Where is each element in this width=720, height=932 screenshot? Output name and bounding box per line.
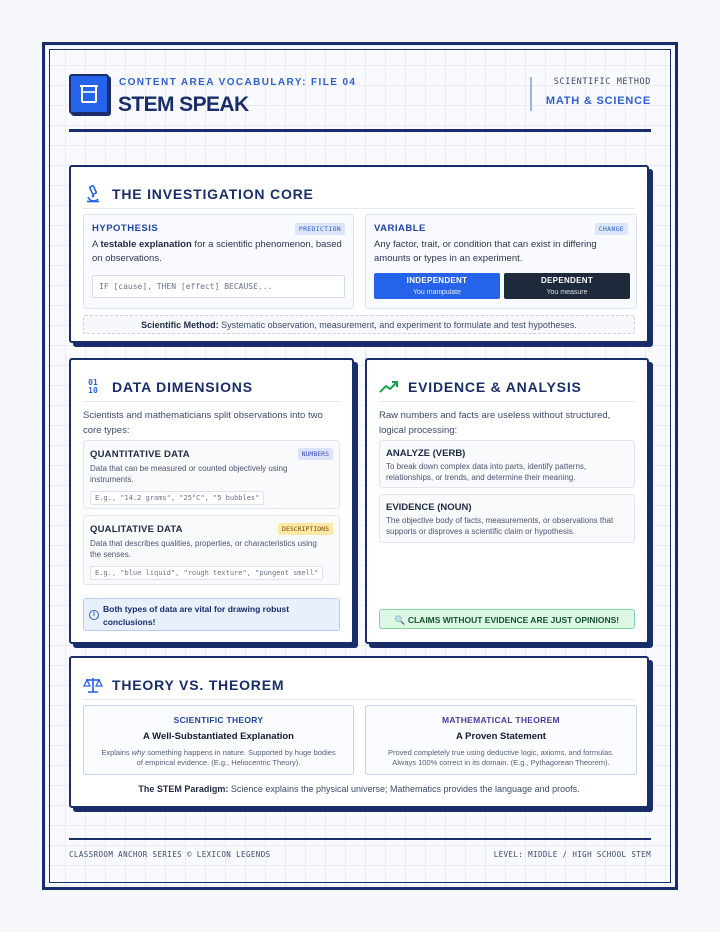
scientific-theory-text: Explains why something happens in nature. Supported by huge bodies of empirical evidence. (E.g., Heliocentric Theory). (101, 748, 336, 767)
mathematical-theorem-title: A Proven Statement (456, 731, 546, 742)
variable-badge: CHANGE (595, 223, 628, 235)
header-tags (530, 77, 651, 111)
theory-card (69, 656, 649, 808)
qualitative-box (83, 515, 340, 585)
investigation-header (83, 179, 635, 209)
investigation-title: THE INVESTIGATION CORE (112, 185, 314, 202)
beaker-icon (69, 74, 109, 114)
evidence-box (379, 494, 635, 543)
evidence-header (379, 372, 635, 402)
evidence-title: EVIDENCE & ANALYSIS (408, 378, 582, 395)
hypothesis-badge: PREDICTION (295, 223, 345, 235)
data-types-note-text: Both types of data are vital for drawing robust conclusions! (103, 604, 290, 627)
scientific-method-note: Scientific Method: Systematic observation, measurement, and experiment to formulate and test hypotheses. (83, 315, 635, 334)
hypothesis-definition: A testable explanation for a scientific phenomenon, based on observations. (92, 239, 342, 264)
mathematical-theorem-text: Proved completely true using deductive logic, axioms, and formulas. Always 100% correct in its domain. (E.g., Pythagorean Theorem). (388, 748, 614, 767)
data-types-note (83, 598, 340, 631)
footer-level: LEVEL: MIDDLE / HIGH SCHOOL STEM (493, 850, 651, 859)
scientific-theory-title: A Well-Substantiated Explanation (143, 731, 294, 742)
hypothesis-title: HYPOTHESIS (92, 223, 159, 234)
quantitative-box (83, 440, 340, 509)
evidence-definition: The objective body of facts, measurements, or observations that supports or disproves a scientific claim or hypothesis. (386, 516, 614, 536)
data-dimensions-card (69, 358, 354, 644)
header-tag-subject: MATH & SCIENCE (545, 95, 651, 107)
variable-title: VARIABLE (374, 223, 426, 234)
hypothesis-template: IF [cause], THEN [effect] BECAUSE... (92, 275, 345, 298)
analyze-box (379, 440, 635, 488)
quantitative-badge: NUMBERS (298, 448, 333, 460)
magnifier-icon: 🔍 (394, 615, 406, 625)
claims-banner (379, 609, 635, 629)
hypothesis-box (83, 214, 354, 309)
mathematical-theorem-box (365, 705, 637, 775)
independent-variable-chip: INDEPENDENT You manipulate (374, 273, 500, 299)
investigation-card (69, 165, 649, 343)
data-dimensions-title: DATA DIMENSIONS (112, 378, 253, 395)
theory-header (83, 670, 635, 700)
analyze-definition: To break down complex data into parts, identify patterns, relationships, or trends, and determine their meaning. (386, 462, 587, 482)
header-tag-method: SCIENTIFIC METHOD (553, 77, 651, 87)
mathematical-theorem-kicker: MATHEMATICAL THEOREM (442, 715, 560, 725)
evidence-intro: Raw numbers and facts are useless without structured, logical processing: (379, 410, 611, 436)
page-frame (42, 42, 678, 890)
quantitative-title: QUANTITATIVE DATA (90, 449, 190, 460)
footer-series: CLASSROOM ANCHOR SERIES © LEXICON LEGENDS (69, 850, 271, 859)
evidence-card (365, 358, 649, 644)
dependent-variable-chip: DEPENDENT You measure (504, 273, 630, 299)
header-kicker: CONTENT AREA VOCABULARY: FILE 04 (119, 77, 357, 88)
scientific-theory-box (83, 705, 354, 775)
variable-box (365, 214, 637, 309)
header-divider (69, 129, 651, 132)
footer-divider (69, 838, 651, 840)
scientific-theory-kicker: SCIENTIFIC THEORY (173, 715, 264, 725)
trend-up-icon (379, 377, 399, 397)
stem-paradigm-note: The STEM Paradigm: Science explains the physical universe; Mathematics provides the language and proofs. (138, 784, 580, 794)
data-dimensions-intro: Scientists and mathematicians split observations into two core types: (83, 410, 323, 436)
page-title: STEM SPEAK (118, 93, 249, 116)
quantitative-example: E.g., "14.2 grams", "25°C", "5 bubbles" (90, 491, 264, 505)
analyze-title: ANALYZE (VERB) (386, 448, 466, 459)
claims-banner-text: CLAIMS WITHOUT EVIDENCE ARE JUST OPINIONS! (407, 615, 620, 625)
qualitative-definition: Data that describes qualities, properties, or characteristics using the senses. (90, 539, 317, 559)
evidence-noun-title: EVIDENCE (NOUN) (386, 502, 472, 513)
microscope-icon (83, 184, 103, 204)
quantitative-definition: Data that can be measured or counted objectively using instruments. (90, 464, 288, 484)
scales-icon (83, 675, 103, 695)
qualitative-example: E.g., "blue liquid", "rough texture", "pungent smell" (90, 566, 323, 580)
variable-definition: Any factor, trait, or condition that can exist in differing amounts or types in an experiment. (374, 239, 597, 264)
theory-title: THEORY VS. THEOREM (112, 676, 285, 693)
info-icon: i (89, 610, 99, 620)
qualitative-title: QUALITATIVE DATA (90, 524, 183, 535)
binary-icon: 01 10 (88, 377, 98, 395)
qualitative-badge: DESCRIPTIONS (278, 523, 333, 535)
data-dimensions-header (83, 372, 340, 402)
